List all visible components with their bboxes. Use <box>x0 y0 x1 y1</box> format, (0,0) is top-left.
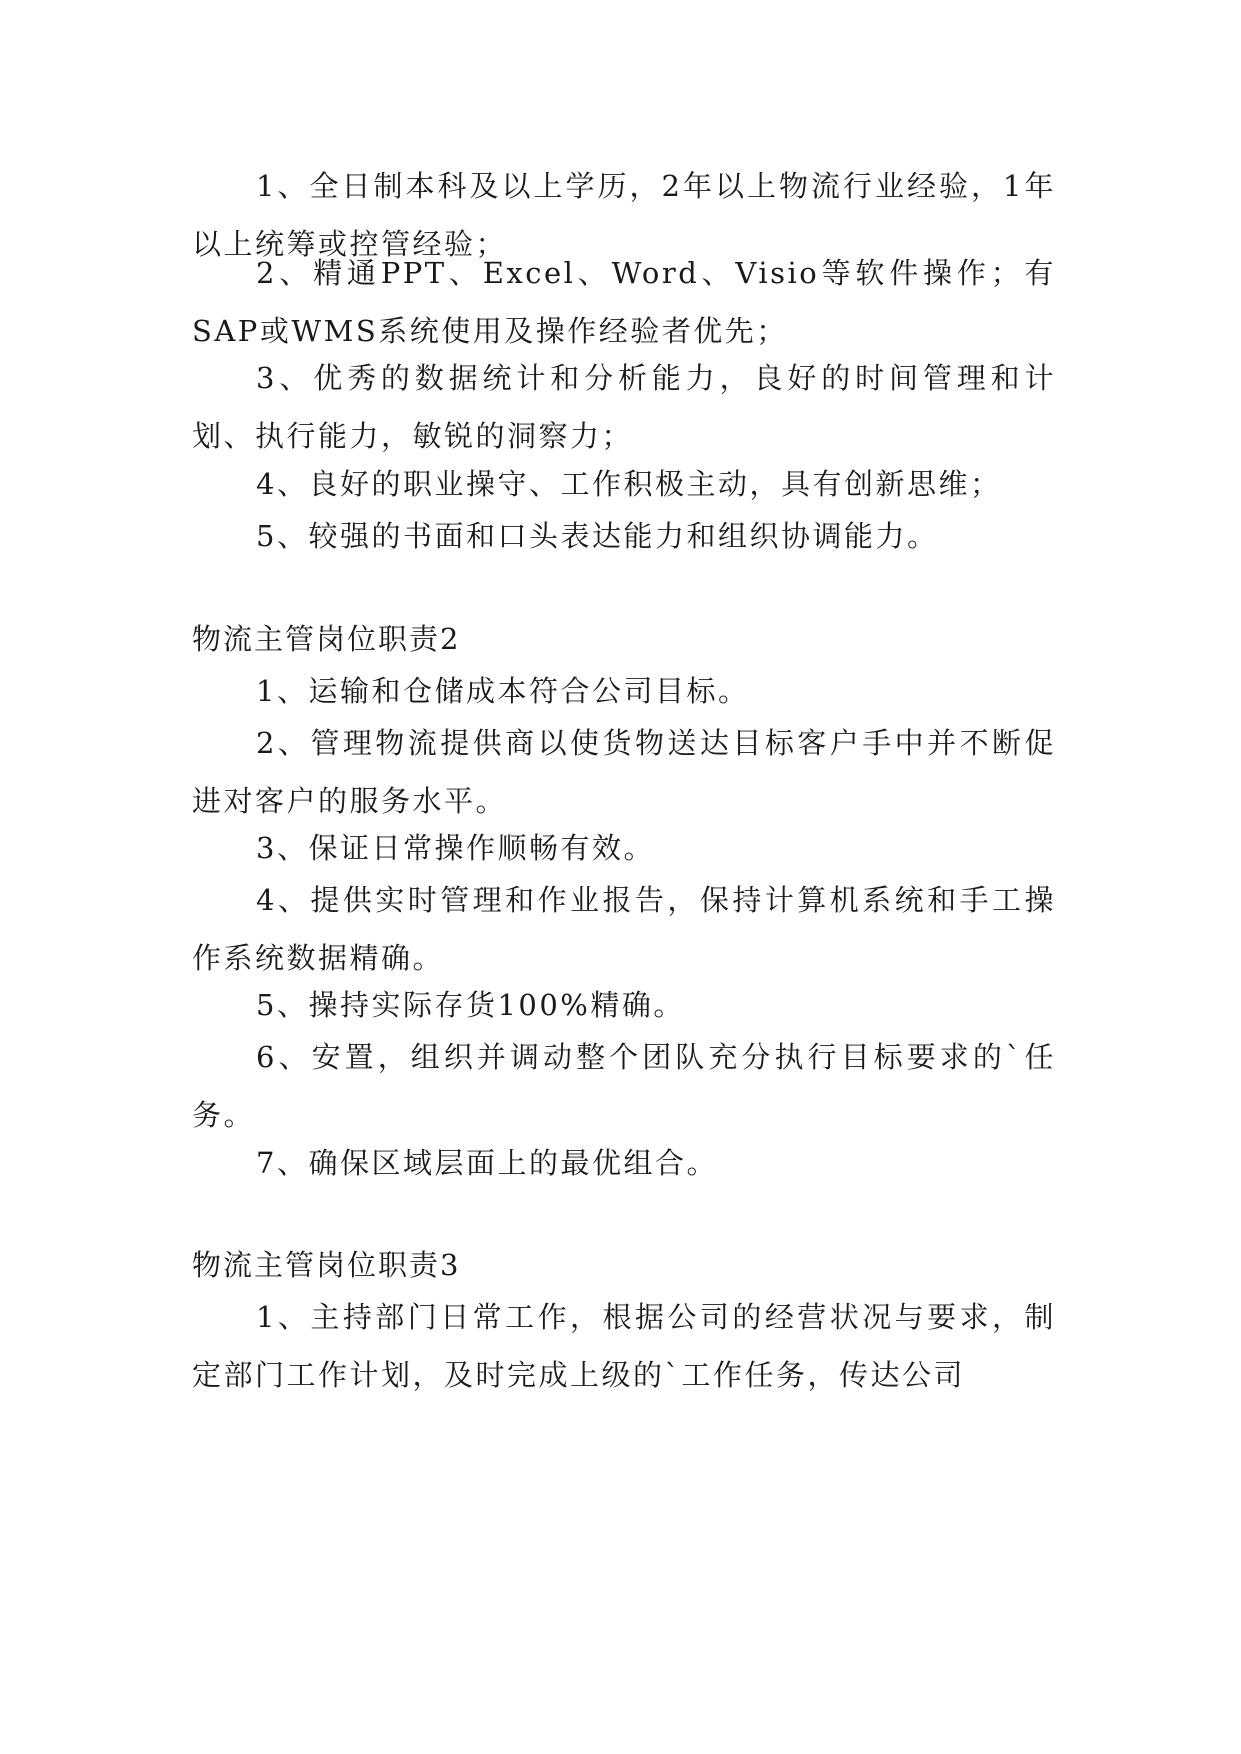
duty3-item-1: 1、主持部门日常工作，根据公司的经营状况与要求，制定部门工作计划，及时完成上级的`工作任务，传达公司 <box>192 1300 1056 1392</box>
requirement-item-3: 3、优秀的数据统计和分析能力，良好的时间管理和计划、执行能力，敏锐的洞察力； <box>192 361 1056 453</box>
requirement-item-2: 2、精通PPT、Excel、Word、Visio等软件操作；有SAP或WMS系统使用及操作经验者优先； <box>192 256 1056 348</box>
duty-item-3: 3、保证日常操作顺畅有效。 <box>256 831 655 865</box>
requirement-item-1: 1、全日制本科及以上学历，2年以上物流行业经验，1年以上统筹或控管经验； <box>192 169 1056 261</box>
duty-item-4: 4、提供实时管理和作业报告，保持计算机系统和手工操作系统数据精确。 <box>192 883 1056 975</box>
duty-item-1: 1、运输和仓储成本符合公司目标。 <box>256 674 750 708</box>
duty-item-5: 5、操持实际存货100%精确。 <box>256 988 685 1022</box>
section-title-3: 物流主管岗位职责3 <box>192 1248 461 1282</box>
section-title-2: 物流主管岗位职责2 <box>192 622 461 656</box>
duty-item-2: 2、管理物流提供商以使货物送达目标客户手中并不断促进对客户的服务水平。 <box>192 726 1056 818</box>
requirement-item-4: 4、良好的职业操守、工作积极主动，具有创新思维； <box>256 467 1002 501</box>
duty-item-6: 6、安置，组织并调动整个团队充分执行目标要求的`任务。 <box>192 1040 1056 1132</box>
requirement-item-5: 5、较强的书面和口头表达能力和组织协调能力。 <box>256 519 939 553</box>
duty-item-7: 7、确保区域层面上的最优组合。 <box>256 1146 718 1180</box>
